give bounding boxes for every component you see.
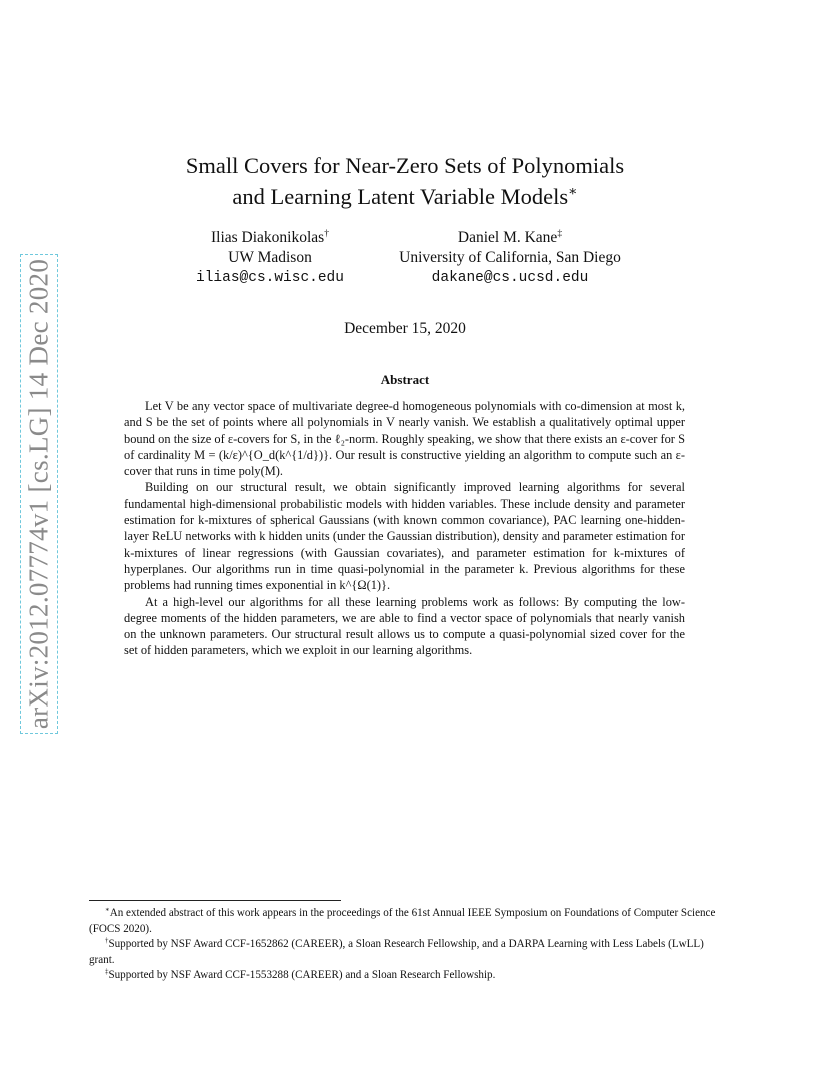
author-email: dakane@cs.ucsd.edu [431,270,589,286]
footnote: ∗An extended abstract of this work appears in the proceedings of the 61st Annual IEEE Symposium on Foundations of Computer Science (FOCS 2020). [89,906,716,935]
title-footnote-mark: ∗ [568,184,578,200]
title-line-1: Small Covers for Near-Zero Sets of Polynomials [185,153,625,178]
abstract-body [124,398,685,659]
author-affiliation: UW Madison [228,249,312,266]
author-name: Daniel M. Kane‡ [457,227,563,246]
paper-date: December 15, 2020 [344,320,466,337]
footnote: ‡Supported by NSF Award CCF-1553288 (CAREER) and a Sloan Research Fellowship. [105,968,496,981]
abstract-paragraph: Let V be any vector space of multivariate degree-d homogeneous polynomials with co-dimension at most k, and S be the set of points where all polynomials in V nearly vanish. We establish a qualitatively optimal upper bound on the size of ε-covers for S, in the ℓ₂-norm. Roughly speaking, we show that there exists an ε-cover for S of cardinality M = (k/ε)^{O_d(k^{1/d})}. Our result is constructive yielding an algorithm to compute such an ε-cover that runs in time poly(M). [124,399,685,479]
footnotes [89,906,721,984]
author-block [380,228,640,288]
abstract-paragraph: At a high-level our algorithms for all these learning problems work as follows: By computing the low-degree moments of the hidden parameters, we are able to find a vector space of polynomials that nearly vanish on the unknown parameters. Our structural result allows us to compute a quasi-polynomial sized cover for the set of hidden parameters, which we exploit in our learning algorithms. [124,594,685,658]
author-name: Ilias Diakonikolas† [210,227,329,246]
arxiv-identifier: arXiv:2012.07774v1 [cs.LG] 14 Dec 2020 [23,258,54,730]
abstract-heading: Abstract [380,372,430,387]
author-email: ilias@cs.wisc.edu [196,270,344,286]
author-affiliation: University of California, San Diego [399,249,621,266]
abstract-paragraph: Building on our structural result, we obtain significantly improved learning algorithms for several fundamental high-dimensional probabilistic models with hidden variables. These include density and parameter estimation for k-mixtures of spherical Gaussians (with known common covariance), PAC learning one-hidden-layer ReLU networks with k hidden units (under the Gaussian distribution), density and parameter estimation for k-mixtures of linear regressions (with Gaussian covariates), and parameter estimation for k-mixtures of hyperplanes. Our algorithms run in time quasi-polynomial in the parameter k. Previous algorithms for these problems had running times exponential in k^{Ω(1)}. [124,480,685,593]
footnote-rule [89,900,341,901]
author-block [170,228,370,288]
paper-title [160,150,650,212]
footnote: †Supported by NSF Award CCF-1652862 (CAREER), a Sloan Research Fellowship, and a DARPA Learning with Less Labels (LwLL) grant. [89,937,704,966]
title-line-2: and Learning Latent Variable Models∗ [232,184,578,209]
